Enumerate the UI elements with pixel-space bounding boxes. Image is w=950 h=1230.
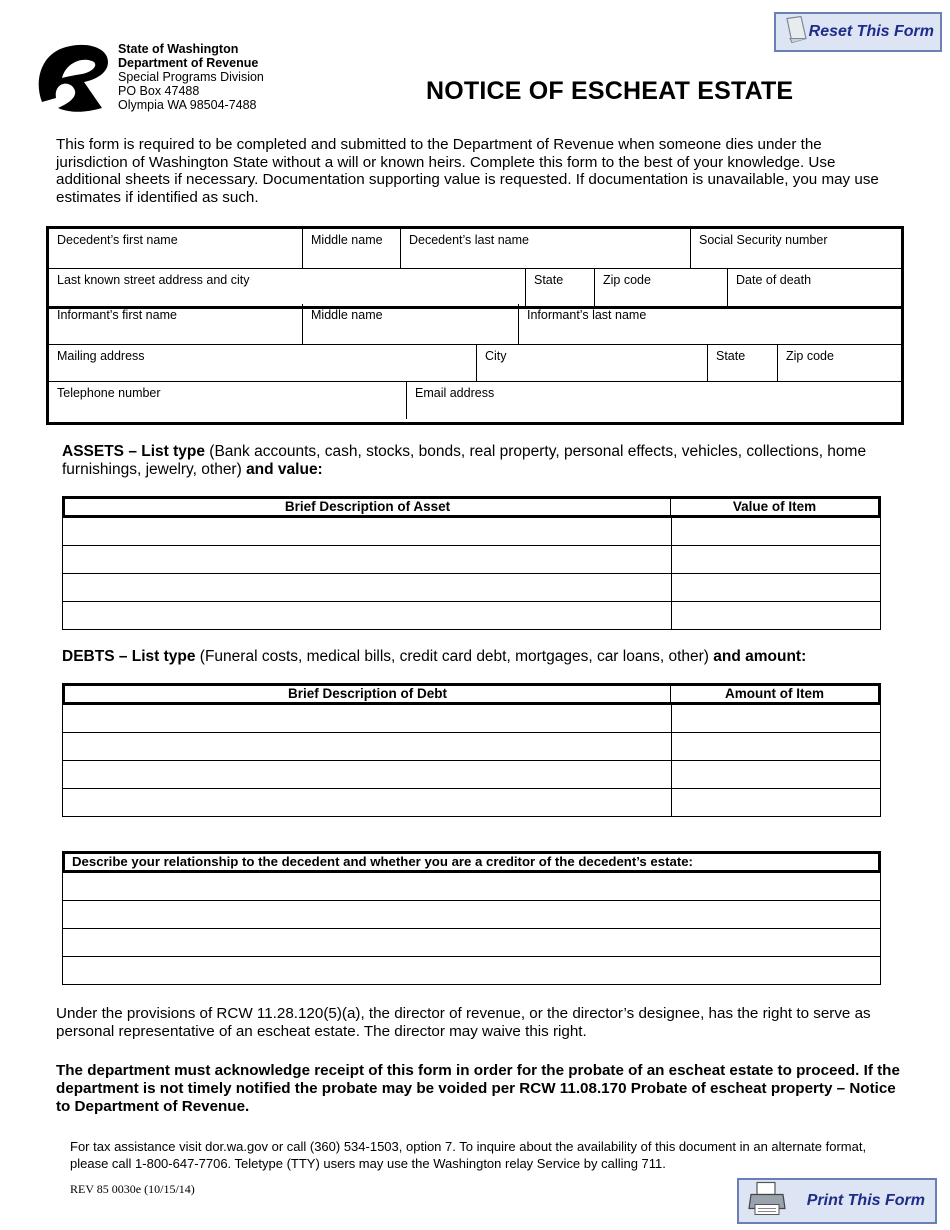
relationship-line-input[interactable] bbox=[62, 929, 881, 957]
field-label: Social Security number bbox=[699, 233, 828, 247]
table-row bbox=[62, 705, 881, 733]
debts-heading-bold: DEBTS – List type bbox=[62, 648, 196, 665]
debt-amount-input[interactable] bbox=[672, 761, 880, 788]
assets-heading-text: (Bank accounts, cash, stocks, bonds, real property, personal effects, vehicles, collections, home furnishings, jewelry, other) bbox=[62, 443, 867, 478]
acknowledgement-notice: The department must acknowledge receipt of this form in order for the probate of an escheat estate to proceed. If the department is not timely notified the probate may be voided per RCW 11.08.170 Probate of escheat property – Notice to Department of Revenue. bbox=[56, 1062, 900, 1115]
printer-icon bbox=[747, 1181, 787, 1222]
field-label: Middle name bbox=[311, 308, 383, 322]
print-form-button[interactable] bbox=[737, 1178, 937, 1224]
city-field[interactable] bbox=[477, 345, 708, 381]
field-label: Email address bbox=[415, 386, 495, 400]
decedent-last-name-field[interactable] bbox=[401, 229, 691, 268]
agency-address bbox=[118, 42, 264, 112]
ssn-field[interactable] bbox=[691, 229, 901, 268]
debt-description-input[interactable] bbox=[63, 705, 672, 732]
mailing-zip-field[interactable] bbox=[778, 345, 901, 381]
page-title: NOTICE OF ESCHEAT ESTATE bbox=[426, 77, 794, 105]
reset-form-label: Reset This Form bbox=[808, 23, 934, 40]
decedent-middle-name-field[interactable] bbox=[303, 229, 401, 268]
assets-heading-tail: and value: bbox=[246, 461, 323, 478]
debt-description-input[interactable] bbox=[63, 761, 672, 788]
document-icon bbox=[784, 15, 810, 50]
decedent-first-name-field[interactable] bbox=[49, 229, 303, 268]
email-field[interactable] bbox=[407, 382, 901, 419]
field-label: Middle name bbox=[311, 233, 383, 247]
agency-city: Olympia WA 98504-7488 bbox=[118, 98, 257, 112]
asset-description-header: Brief Description of Asset bbox=[65, 499, 671, 515]
agency-state: State of Washington bbox=[118, 42, 239, 56]
last-address-field[interactable] bbox=[49, 269, 526, 306]
field-label: Decedent’s first name bbox=[57, 233, 178, 247]
field-label: State bbox=[534, 273, 564, 287]
debt-description-input[interactable] bbox=[63, 733, 672, 760]
debts-heading-text: (Funeral costs, medical bills, credit card debt, mortgages, car loans, other) bbox=[195, 648, 714, 665]
agency-department: Department of Revenue bbox=[118, 56, 259, 70]
informant-info-grid bbox=[46, 304, 904, 425]
assets-heading-bold: ASSETS – List type bbox=[62, 443, 205, 460]
table-row bbox=[62, 789, 881, 817]
debt-amount-input[interactable] bbox=[672, 733, 880, 760]
field-label: Zip code bbox=[786, 349, 834, 363]
field-label: Informant’s first name bbox=[57, 308, 177, 322]
relationship-line-input[interactable] bbox=[62, 901, 881, 929]
zip-field[interactable] bbox=[595, 269, 728, 306]
asset-description-input[interactable] bbox=[63, 546, 672, 573]
debts-table bbox=[62, 683, 881, 817]
relationship-line-input[interactable] bbox=[62, 957, 881, 985]
field-label: City bbox=[485, 349, 507, 363]
agency-po-box: PO Box 47488 bbox=[118, 84, 200, 98]
informant-first-name-field[interactable] bbox=[49, 304, 303, 344]
asset-value-input[interactable] bbox=[672, 602, 880, 629]
relationship-header: Describe your relationship to the decedent and whether you are a creditor of the decedent’s estate: bbox=[72, 854, 693, 869]
debt-amount-header: Amount of Item bbox=[725, 686, 824, 701]
assets-table bbox=[62, 496, 881, 630]
relationship-line-input[interactable] bbox=[62, 873, 881, 901]
table-row bbox=[62, 518, 881, 546]
debts-heading-tail: and amount: bbox=[713, 648, 807, 665]
mailing-address-field[interactable] bbox=[49, 345, 477, 381]
assets-header-row bbox=[62, 496, 881, 518]
decedent-info-grid bbox=[46, 226, 904, 309]
field-label: Date of death bbox=[736, 273, 812, 287]
date-of-death-field[interactable] bbox=[728, 269, 901, 306]
table-row bbox=[62, 602, 881, 630]
field-label: Informant’s last name bbox=[527, 308, 647, 322]
intro-text: This form is required to be completed and submitted to the Department of Revenue when someone dies under the jurisdiction of Washington State without a will or known heirs. Complete this form to the best of your knowledge. Use additional sheets if necessary. Documentation supporting value is requested. If documentation is unavailable, you may use estimates if identified as such. bbox=[56, 136, 879, 206]
field-label: Telephone number bbox=[57, 386, 161, 400]
telephone-field[interactable] bbox=[49, 382, 407, 419]
table-row bbox=[62, 546, 881, 574]
debt-amount-input[interactable] bbox=[672, 705, 880, 732]
field-label: Decedent’s last name bbox=[409, 233, 529, 247]
assets-heading bbox=[62, 443, 892, 479]
table-row bbox=[62, 761, 881, 789]
asset-value-input[interactable] bbox=[672, 546, 880, 573]
provisions-text: Under the provisions of RCW 11.28.120(5)(a), the director of revenue, or the director’s designee, has the right to serve as personal representative of an escheat estate. The director may waive this right. bbox=[56, 1005, 871, 1040]
debt-description-input[interactable] bbox=[63, 789, 672, 816]
table-row bbox=[62, 733, 881, 761]
informant-last-name-field[interactable] bbox=[519, 304, 901, 344]
asset-value-header: Value of Item bbox=[732, 499, 817, 514]
state-field[interactable] bbox=[526, 269, 595, 306]
form-number: REV 85 0030e (10/15/14) bbox=[70, 1182, 195, 1196]
debt-description-header: Brief Description of Debt bbox=[65, 686, 671, 702]
mailing-state-field[interactable] bbox=[708, 345, 778, 381]
agency-division: Special Programs Division bbox=[118, 70, 264, 84]
field-label: Last known street address and city bbox=[57, 273, 250, 287]
relationship-table bbox=[62, 851, 881, 985]
asset-description-input[interactable] bbox=[63, 602, 672, 629]
relationship-header-row bbox=[62, 851, 881, 873]
field-label: Mailing address bbox=[57, 349, 145, 363]
print-form-label: Print This Form bbox=[806, 1192, 925, 1209]
field-label: State bbox=[716, 349, 746, 363]
informant-middle-name-field[interactable] bbox=[303, 304, 519, 344]
asset-description-input[interactable] bbox=[63, 518, 672, 545]
debts-header-row bbox=[62, 683, 881, 705]
asset-value-input[interactable] bbox=[672, 574, 880, 601]
asset-description-input[interactable] bbox=[63, 574, 672, 601]
debts-heading bbox=[62, 648, 892, 666]
reset-form-button[interactable] bbox=[774, 12, 942, 52]
table-row bbox=[62, 574, 881, 602]
asset-value-input[interactable] bbox=[672, 518, 880, 545]
dor-logo bbox=[32, 42, 112, 114]
footer-assistance-text: For tax assistance visit dor.wa.gov or call (360) 534-1503, option 7. To inquire about the availability of this document in an alternate format, please call 1-800-647-7706. Teletype (TTY) users may use the Washington relay Service by calling 711. bbox=[70, 1139, 867, 1171]
field-label: Zip code bbox=[603, 273, 651, 287]
debt-amount-input[interactable] bbox=[672, 789, 880, 816]
